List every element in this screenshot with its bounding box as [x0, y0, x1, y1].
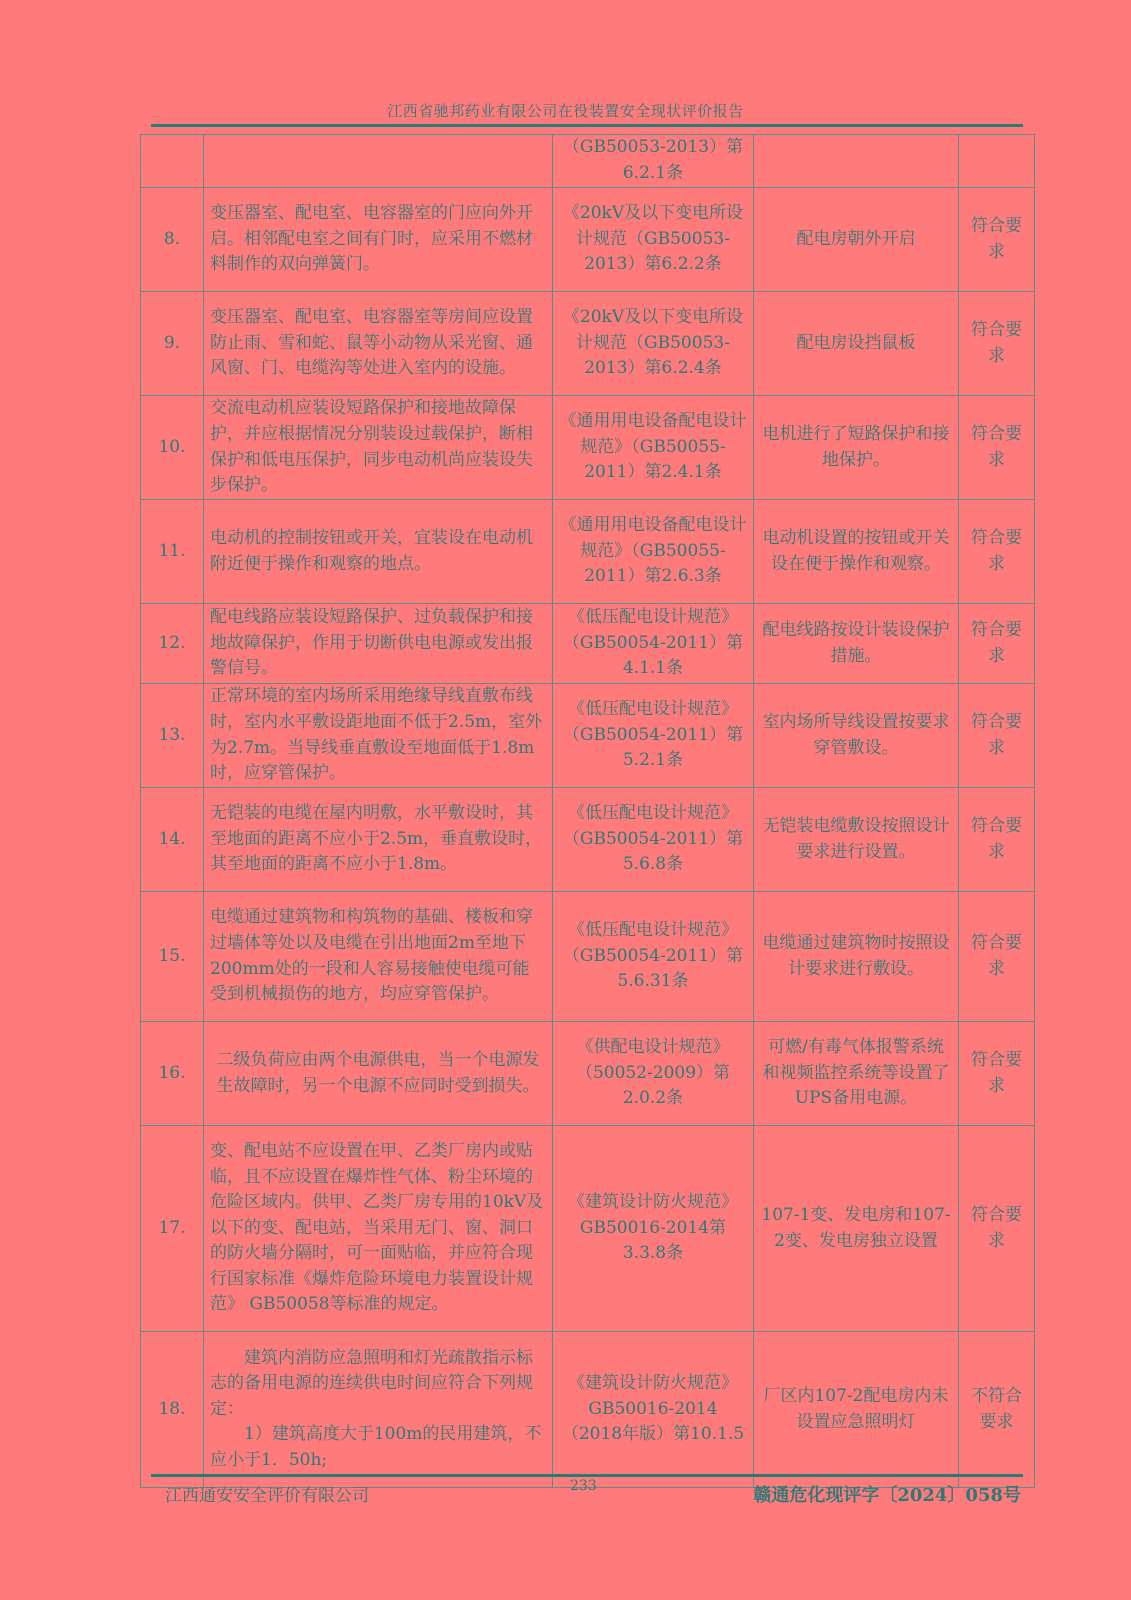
table-row: [141, 396, 1035, 500]
result-cell: 符合要求: [959, 292, 1035, 396]
row-number: 9.: [141, 292, 204, 396]
result-cell: 符合要求: [959, 188, 1035, 292]
actual-cell: 无铠装电缆敷设按照设计要求进行设置。: [754, 788, 959, 892]
table-row: [141, 1332, 1035, 1488]
footer-divider: [151, 1474, 1023, 1477]
page-header-title: 江西省驰邦药业有限公司在役装置安全现状评价报告: [387, 102, 744, 120]
basis-cell: （GB50053-2013）第6.2.1条: [553, 135, 754, 188]
row-number: 13.: [141, 684, 204, 788]
result-cell: 符合要求: [959, 500, 1035, 604]
result-cell: 不符合要求: [959, 1332, 1035, 1488]
row-number: 11.: [141, 500, 204, 604]
requirement-cell: 交流电动机应装设短路保护和接地故障保护，并应根据情况分别装设过载保护，断相保护和低电压保护，同步电动机尚应装设失步保护。: [204, 396, 553, 500]
row-number: 14.: [141, 788, 204, 892]
table-row: [141, 684, 1035, 788]
basis-cell: 《20kV及以下变电所设计规范（GB50053-2013）第6.2.2条: [553, 188, 754, 292]
table-row: [141, 892, 1035, 1022]
actual-cell: 107-1变、发电房和107-2变、发电房独立设置: [754, 1126, 959, 1332]
table-row: [141, 500, 1035, 604]
requirement-cell: [204, 135, 553, 188]
requirement-cell: 正常环境的室内场所采用绝缘导线直敷布线时，室内水平敷设距地面不低于2.5m，室外为2.7m。当导线垂直敷设至地面低于1.8m时，应穿管保护。: [204, 684, 553, 788]
basis-cell: 《建筑设计防火规范》GB50016-2014第3.3.8条: [553, 1126, 754, 1332]
table-row: [141, 1126, 1035, 1332]
requirement-cell: 二级负荷应由两个电源供电，当一个电源发生故障时，另一个电源不应同时受到损失。: [204, 1022, 553, 1126]
requirement-cell: 变压器室、配电室、电容器室的门应向外开启。相邻配电室之间有门时，应采用不燃材料制作的双向弹簧门。: [204, 188, 553, 292]
actual-cell: 电动机设置的按钮或开关设在便于操作和观察。: [754, 500, 959, 604]
requirement-cell: 变、配电站不应设置在甲、乙类厂房内或贴临，且不应设置在爆炸性气体、粉尘环境的危险区域内。供甲、乙类厂房专用的10kV及以下的变、配电站，当采用无门、窗、洞口的防火墙分隔时，可一面贴临，并应符合现行国家标准《爆炸危险环境电力装置设计规范》 GB50058等标准的规定。: [204, 1126, 553, 1332]
actual-cell: 可燃/有毒气体报警系统和视频监控系统等设置了UPS备用电源。: [754, 1022, 959, 1126]
requirement-cell: 电动机的控制按钮或开关，宜装设在电动机附近便于操作和观察的地点。: [204, 500, 553, 604]
actual-cell: 厂区内107-2配电房内未设置应急照明灯: [754, 1332, 959, 1488]
row-number: 17.: [141, 1126, 204, 1332]
result-cell: 符合要求: [959, 684, 1035, 788]
actual-cell: 配电房设挡鼠板: [754, 292, 959, 396]
basis-cell: 《供配电设计规范》（50052-2009）第2.0.2条: [553, 1022, 754, 1126]
result-cell: 符合要求: [959, 1126, 1035, 1332]
result-cell: 符合要求: [959, 788, 1035, 892]
row-number: 12.: [141, 604, 204, 684]
basis-cell: 《低压配电设计规范》（GB50054-2011）第5.2.1条: [553, 684, 754, 788]
actual-cell: 配电房朝外开启: [754, 188, 959, 292]
row-number: 10.: [141, 396, 204, 500]
compliance-table: [140, 134, 1035, 1488]
requirement-cell: [204, 1332, 553, 1488]
requirement-item: 1）建筑高度大于100m的民用建筑，不应小于1．50h;: [210, 1424, 542, 1470]
header-divider: [151, 124, 1023, 127]
actual-cell: 配电线路按设计装设保护措施。: [754, 604, 959, 684]
report-number: 赣通危化现评字〔2024〕058号: [753, 1485, 1021, 1506]
basis-cell: 《低压配电设计规范》（GB50054-2011）第5.6.31条: [553, 892, 754, 1022]
row-number: [141, 135, 204, 188]
requirement-cell: 变压器室、配电室、电容器室等房间应设置防止雨、雪和蛇、鼠等小动物从采光窗、通风窗、门、电缆沟等处进入室内的设施。: [204, 292, 553, 396]
requirement-cell: 电缆通过建筑物和构筑物的基础、楼板和穿过墙体等处以及电缆在引出地面2m至地下200mm处的一段和人容易接触使电缆可能受到机械损伤的地方，均应穿管保护。: [204, 892, 553, 1022]
result-cell: 符合要求: [959, 1022, 1035, 1126]
footer-company: 江西通安安全评价有限公司: [165, 1486, 369, 1506]
result-cell: 符合要求: [959, 604, 1035, 684]
basis-cell: 《通用用电设备配电设计规范》（GB50055-2011）第2.4.1条: [553, 396, 754, 500]
actual-cell: 电机进行了短路保护和接地保护。: [754, 396, 959, 500]
actual-cell: 室内场所导线设置按要求穿管敷设。: [754, 684, 959, 788]
basis-cell: 《20kV及以下变电所设计规范（GB50053-2013）第6.2.4条: [553, 292, 754, 396]
result-cell: 符合要求: [959, 892, 1035, 1022]
basis-cell: 《通用用电设备配电设计规范》（GB50055-2011）第2.6.3条: [553, 500, 754, 604]
basis-cell: 《低压配电设计规范》（GB50054-2011）第4.1.1条: [553, 604, 754, 684]
basis-cell: 《建筑设计防火规范》GB50016-2014（2018年版）第10.1.5: [553, 1332, 754, 1488]
result-cell: [959, 135, 1035, 188]
table-row: [141, 604, 1035, 684]
row-number: 16.: [141, 1022, 204, 1126]
result-cell: 符合要求: [959, 396, 1035, 500]
row-number: 15.: [141, 892, 204, 1022]
table-row: [141, 188, 1035, 292]
actual-cell: 电缆通过建筑物时按照设计要求进行敷设。: [754, 892, 959, 1022]
table-row: [141, 292, 1035, 396]
table-row: [141, 788, 1035, 892]
requirement-text: 建筑内消防应急照明和灯光疏散指示标志的备用电源的连续供电时间应符合下列规定：: [210, 1347, 533, 1419]
row-number: 8.: [141, 188, 204, 292]
page-number: 233: [570, 1478, 597, 1494]
table-row: [141, 135, 1035, 188]
row-number: 18.: [141, 1332, 204, 1488]
table-row: [141, 1022, 1035, 1126]
basis-cell: 《低压配电设计规范》（GB50054-2011）第5.6.8条: [553, 788, 754, 892]
actual-cell: [754, 135, 959, 188]
requirement-cell: 配电线路应装设短路保护、过负载保护和接地故障保护，作用于切断供电电源或发出报警信号。: [204, 604, 553, 684]
requirement-cell: 无铠装的电缆在屋内明敷，水平敷设时，其至地面的距离不应小于2.5m，垂直敷设时，其至地面的距离不应小于1.8m。: [204, 788, 553, 892]
